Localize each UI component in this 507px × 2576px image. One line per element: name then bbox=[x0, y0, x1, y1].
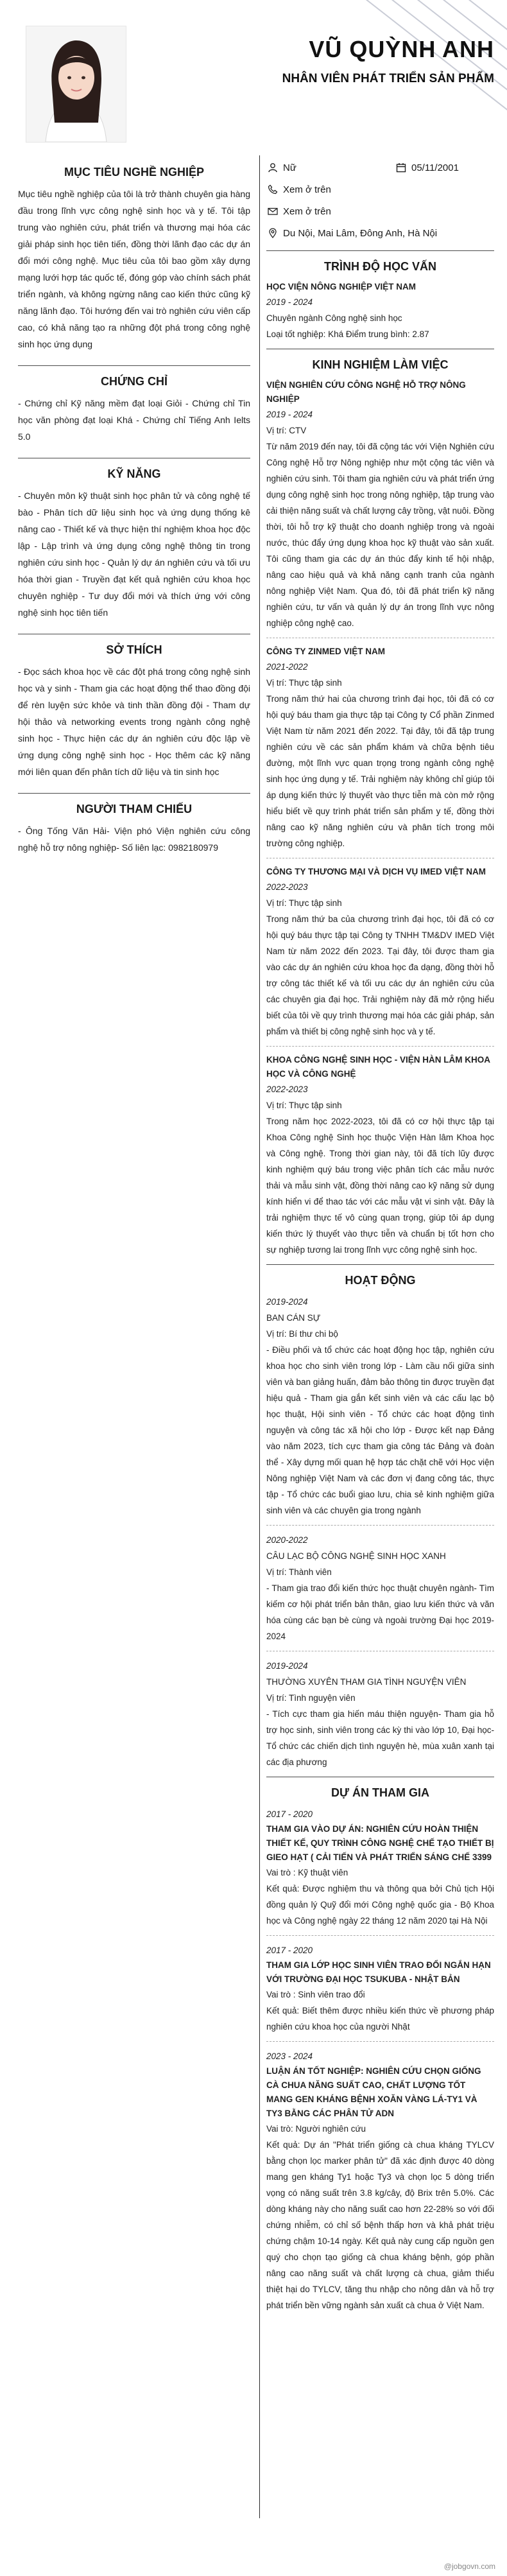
project-name: LUẬN ÁN TỐT NGHIỆP: NGHIÊN CỨU CHỌN GIỐNG CÀ CHUA NĂNG SUẤT CAO, CHẤT LƯỢNG TỐT MANG GEN KHÁNG BỆNH XOĂN VÀNG LÁ-TY1 VÀ TY3 BẰNG CÁC PHÂN TỬ ADN bbox=[266, 2066, 481, 2118]
hobbies-section bbox=[18, 634, 250, 793]
project-role: Vai trò : Kỹ thuật viên bbox=[266, 1868, 348, 1877]
activity-org: CÂU LẠC BỘ CÔNG NGHỆ SINH HỌC XANH bbox=[266, 1551, 446, 1561]
email-value: Xem ở trên bbox=[283, 205, 331, 217]
activity-item bbox=[266, 1294, 494, 1526]
phone-item bbox=[266, 183, 494, 196]
info-row bbox=[266, 157, 494, 178]
experience-time: 2021-2022 bbox=[266, 662, 308, 672]
project-name: THAM GIA LỚP HỌC SINH VIÊN TRAO ĐỔI NGẮN HẠN VỚI TRƯỜNG ĐẠI HỌC TSUKUBA - NHẬT BẢN bbox=[266, 1960, 491, 1984]
section-heading: CHỨNG CHỈ bbox=[101, 375, 168, 388]
experience-role: Vị trí: Thực tập sinh bbox=[266, 678, 342, 688]
references-section bbox=[18, 793, 250, 869]
profile-photo bbox=[26, 26, 126, 143]
section-heading: NGƯỜI THAM CHIẾU bbox=[76, 803, 193, 815]
project-item bbox=[266, 1942, 494, 2042]
activity-time: 2020-2022 bbox=[266, 1535, 308, 1545]
gender-item bbox=[266, 161, 395, 174]
project-result: Kết quả: Biết thêm được nhiều kiến thức về phương pháp nghiên cứu khoa học của người Nhật bbox=[266, 2006, 494, 2032]
experience-item bbox=[266, 645, 494, 858]
education-line: Loại tốt nghiệp: Khá Điểm trung bình: 2.87 bbox=[266, 329, 429, 339]
education-line: Chuyên ngành Công nghệ sinh học bbox=[266, 313, 402, 323]
address-item bbox=[266, 227, 494, 239]
project-result: Kết quả: Dự án "Phát triển giống cà chua kháng TYLCV bằng chọn lọc marker phân tử" đã xác định được 40 dòng mang gen kháng Ty1 hoặc Ty3 và chọn lọc 5 dòng triển vọng có năng suất trên 3.8 kg/cây, độ Brix trên 5.0%. Các dòng kháng này cho năng suất cao hơn 22-28% so với đối chứng nhiễm, có chỉ số bệnh thấp hơn và khả phát triệu chứng chậm 10-14 ngày. Kết quả này cung cấp nguồn gen quý cho chọn tạo giống cà chua kháng bệnh, góp phần nâng cao năng suất và chất lượng cà chua, giảm thiểu thiệt hại do TYLCV, tăng thu nhập cho nông dân và hỗ trợ phát triển bền vững ngành sản xuất cà chua ở Việt Nam. bbox=[266, 2140, 494, 2310]
certificates-text: - Chứng chỉ Kỹ năng mềm đạt loại Giỏi - Chứng chỉ Tin học văn phòng đạt loại Khá - Chứng chỉ Tiếng Anh Ielts 5.0 bbox=[18, 398, 250, 442]
email-icon bbox=[266, 205, 279, 218]
objective-text: Mục tiêu nghề nghiệp của tôi là trở thành chuyên gia hàng đầu trong lĩnh vực công nghệ sinh học và y tế. Tôi tập trung vào nghiên cứu, phát triển và thương mại hóa các giải pháp sinh học tiên tiến, đồng thời lãnh đạo các dự án đổi mới công nghệ. Mục tiêu của tôi bao gồm xây dựng mạng lưới hợp tác quốc tế, đóng góp vào chính sách phát triển ngành, và không ngừng nâng cao kiến thức cũng kỹ năng lãnh đạo. Tôi hướng đến vai trò nghiên cứu viên cấp cao, có khả năng tạo ra những đột phá trong công nghệ sinh học ứng dụng bbox=[18, 189, 250, 349]
references-text: - Ông Tống Văn Hải- Viện phó Viện nghiên cứu công nghệ hỗ trợ nông nghiệp- Số liên lạc: 0982180979 bbox=[18, 826, 250, 853]
hobbies-text: - Đọc sách khoa học về các đột phá trong công nghệ sinh học và y sinh - Tham gia các hoạt động thể thao đồng đội để rèn luyện sức khỏe và tinh thần đồng đội - Tham dự hội thảo và networking events trong ngành công nghệ sinh học - Thực hiện các dự án nghiên cứu độc lập về ứng dụng công nghệ sinh học - Học thêm các kỹ năng mới liên quan đến phân tích dữ liệu và tin sinh học bbox=[18, 666, 250, 777]
company-name: CÔNG TY ZINMED VIỆT NAM bbox=[266, 647, 386, 656]
project-time: 2017 - 2020 bbox=[266, 1945, 313, 1955]
activity-time: 2019-2024 bbox=[266, 1297, 308, 1307]
section-heading: HOẠT ĐỘNG bbox=[266, 1264, 494, 1294]
dob-item bbox=[395, 161, 494, 174]
project-result: Kết quả: Được nghiệm thu và thông qua bởi Chủ tịch Hội đồng quản lý Quỹ đổi mới Công nghệ quốc gia - Bộ Khoa học và Công nghệ ngày 22 tháng 12 năm 2020 tại Hà Nội bbox=[266, 1884, 494, 1926]
project-time: 2023 - 2024 bbox=[266, 2051, 313, 2061]
project-item bbox=[266, 2048, 494, 2320]
activity-desc: - Điều phối và tổ chức các hoạt động học tập, nghiên cứu khoa học cho sinh viên trong lớp - Làm cầu nối giữa sinh viên và ban giảng huấn, đảm bảo thông tin được truyền đạt hiệu quả - Tham gia gắn kết sinh viên và các cấu lạc bộ học thuật, Hội sinh viên - Tổ chức các hoạt động tình nguyện và công tác xã hội cho lớp - Được kết nạp Đảng vào năm 2023, tích cực tham gia công tác Đảng và đoàn thể - Xây dựng mối quan hệ hợp tác chặt chẽ với Học viện Nông nghiệp Việt Nam và các đơn vị đang công tác, thực tập - Tổ chức các buổi giao lưu, chia sẻ kinh nghiệm giữa sinh viên và các chuyên gia trong ngành bbox=[266, 1345, 494, 1515]
experience-item bbox=[266, 378, 494, 638]
education-time: 2019 - 2024 bbox=[266, 297, 313, 307]
phone-value: Xem ở trên bbox=[283, 184, 331, 195]
info-row bbox=[266, 178, 494, 200]
section-heading: KINH NGHIỆM LÀM VIỆC bbox=[266, 349, 494, 378]
school-name: HỌC VIỆN NÔNG NGHIỆP VIỆT NAM bbox=[266, 282, 417, 292]
column-divider bbox=[259, 155, 260, 2518]
calendar-icon bbox=[395, 161, 408, 174]
email-item bbox=[266, 205, 494, 218]
section-heading: TRÌNH ĐỘ HỌC VẤN bbox=[266, 250, 494, 280]
education-item bbox=[266, 280, 494, 349]
experience-desc: Trong năm thứ ba của chương trình đại học, tôi đã có cơ hội quý báu thực tập tại Công ty TNHH TM&DV IMED Việt Nam từ năm 2022 đến 2023. Tại đây, tôi được tham gia vào các dự án nghiên cứu khoa học đa dạng, đồng thời hỗ trợ công tác thiết kế và tối ưu các dự án nghiên cứu của các chuyên gia đại học. Trải nghiệm này đã mở rộng hiểu biết của tôi về quy trình thương mại hóa các giải pháp, sản phẩm và thiết bị công nghệ sinh học và y tế. bbox=[266, 914, 494, 1036]
section-heading: KỸ NĂNG bbox=[107, 467, 161, 480]
phone-icon bbox=[266, 183, 279, 196]
candidate-name: VŨ QUỲNH ANH bbox=[309, 36, 494, 62]
activity-org: THƯỜNG XUYÊN THAM GIA TÌNH NGUYỆN VIÊN bbox=[266, 1677, 467, 1687]
experience-role: Vị trí: CTV bbox=[266, 426, 307, 435]
company-name: KHOA CÔNG NGHỆ SINH HỌC - VIỆN HÀN LÂM KHOA HỌC VÀ CÔNG NGHỆ bbox=[266, 1055, 490, 1079]
section-heading: SỞ THÍCH bbox=[106, 643, 162, 656]
project-time: 2017 - 2020 bbox=[266, 1809, 313, 1819]
job-title: NHÂN VIÊN PHÁT TRIỂN SẢN PHẨM bbox=[282, 72, 494, 85]
watermark: @jobgovn.com bbox=[443, 2562, 495, 2571]
user-icon bbox=[266, 161, 279, 174]
activity-desc: - Tham gia trao đổi kiến thức học thuật chuyên ngành- Tìm kiếm cơ hội phát triển bản thân, giao lưu kiến thức và văn hóa cùng các bạn bè cùng và ngoài trường Đại học 2019-2024 bbox=[266, 1583, 494, 1641]
info-row bbox=[266, 222, 494, 244]
experience-desc: Trong năm học 2022-2023, tôi đã có cơ hội thực tập tại Khoa Công nghệ Sinh học thuộc Viện Hàn lâm Khoa học và Công nghệ. Trong thời gian này, tôi đã tích lũy được kinh nghiệm quý báu trong việc phân tích các mẫu nước thải và mẫu sinh vật, đồng thời nâng cao kỹ năng sử dụng kính hiển vi để thao tác với các mẫu vật vi sinh vật. Đây là trải nghiệm thực tế vô cùng quan trọng, giúp tôi áp dụng kiến thức lý thuyết vào thực tiễn và chuẩn bị tốt hơn cho sự nghiệp tương lai trong lĩnh vực công nghệ sinh học. bbox=[266, 1117, 494, 1255]
dob-value: 05/11/2001 bbox=[411, 162, 459, 173]
section-heading: MỤC TIÊU NGHỀ NGHIỆP bbox=[64, 166, 204, 178]
skills-text: - Chuyên môn kỹ thuật sinh học phân tử và công nghệ tế bào - Phân tích dữ liệu sinh học và ứng dụng thống kê nâng cao - Thiết kế và thực hiện thí nghiệm khoa học độc lập - Lập trình và ứng dụng công nghệ thông tin trong nghiên cứu sinh học - Quản lý dự án nghiên cứu và tối ưu hóa thời gian - Truyền đạt kết quả nghiên cứu khoa học chuyên nghiệp - Tư duy đổi mới và thích ứng với công nghệ sinh học tiên tiến bbox=[18, 491, 250, 618]
experience-time: 2019 - 2024 bbox=[266, 410, 313, 419]
experience-role: Vị trí: Thực tập sinh bbox=[266, 1101, 342, 1110]
skills-section bbox=[18, 458, 250, 634]
gender-value: Nữ bbox=[283, 162, 296, 173]
section-heading: DỰ ÁN THAM GIA bbox=[266, 1777, 494, 1806]
company-name: VIỆN NGHIÊN CỨU CÔNG NGHỆ HỖ TRỢ NÔNG NGHIỆP bbox=[266, 380, 466, 404]
company-name: CÔNG TY THƯƠNG MẠI VÀ DỊCH VỤ IMED VIỆT NAM bbox=[266, 867, 486, 876]
activity-role: Vị trí: Tình nguyện viên bbox=[266, 1693, 356, 1703]
personal-info bbox=[266, 157, 494, 250]
certificates-section bbox=[18, 365, 250, 458]
project-role: Vai trò : Sinh viên trao đổi bbox=[266, 1990, 365, 1999]
experience-role: Vị trí: Thực tập sinh bbox=[266, 898, 342, 908]
experience-time: 2022-2023 bbox=[266, 882, 308, 892]
project-role: Vai trò: Người nghiên cứu bbox=[266, 2124, 366, 2134]
activity-org: BAN CÁN SỰ bbox=[266, 1313, 321, 1323]
project-name: THAM GIA VÀO DỰ ÁN: NGHIÊN CỨU HOÀN THIỆN THIẾT KẾ, QUY TRÌNH CÔNG NGHỆ CHẾ TẠO THIẾT BỊ GIEO HẠT ( CẢI TIẾN VÀ PHÁT TRIỂN SÁNG CHẾ 3399 bbox=[266, 1824, 494, 1862]
experience-desc: Trong năm thứ hai của chương trình đại học, tôi đã có cơ hội quý báu tham gia thực tập tại Công ty Cổ phần Zinmed Việt Nam từ năm 2021 đến 2022. Tại đây, tôi đã tập trung nghiên cứu về các sản phẩm khám và chữa bệnh tiêu đường, một lĩnh vực quan trọng trong ngành công nghệ sinh học ứng dụng y tế. Trải nghiệm này không chỉ giúp tôi áp dụng kiến thức lý thuyết vào thực tiễn mà còn mở rộng hiểu biết về quy trình phát triển sản phẩm y tế, đồng thời nâng cao kỹ năng nghiên cứu và phân tích trong môi trường công nghiệp. bbox=[266, 694, 494, 848]
experience-time: 2022-2023 bbox=[266, 1084, 308, 1094]
left-column bbox=[18, 157, 250, 869]
activity-role: Vị trí: Bí thư chi bộ bbox=[266, 1329, 338, 1339]
address-value: Du Nội, Mai Lâm, Đông Anh, Hà Nội bbox=[283, 227, 438, 239]
activity-item bbox=[266, 1658, 494, 1777]
experience-item bbox=[266, 865, 494, 1047]
portrait-illustration bbox=[26, 26, 126, 142]
activity-role: Vị trí: Thành viên bbox=[266, 1567, 332, 1577]
activity-desc: - Tích cực tham gia hiến máu thiện nguyện- Tham gia hỗ trợ học sinh, sinh viên trong các kỳ thi vào lớp 10, Đại học- Tổ chức các chiến dịch tình nguyện hè, mùa xuân xanh tại các địa phương bbox=[266, 1709, 494, 1767]
objective-section bbox=[18, 157, 250, 365]
project-item bbox=[266, 1806, 494, 1936]
experience-desc: Từ năm 2019 đến nay, tôi đã cộng tác với Viện Nghiên cứu Công nghệ Hỗ trợ Nông nghiệp như một cộng tác viên và nghiên cứu sinh. Tôi tham gia nghiên cứu và phát triển ứng dụng công nghệ sinh học trong nông nghiệp, tập trung vào cải thiện năng suất và chất lượng cây trồng, vật nuôi. Đồng thời, tôi hỗ trợ kỹ thuật cho doanh nghiệp trong và ngoài nước, thúc đẩy ứng dụng khoa học kỹ thuật vào sản xuất. Tôi cũng tham gia các dự án thúc đẩy kinh tế hội nhập, nâng cao hiệu quả và khả năng cạnh tranh của ngành nông nghiệp Việt Nam. Qua đó, tôi đã phát triển kỹ năng nghiên cứu, tư vấn và quản lý dự án trong lĩnh vực nông nghiệp công nghệ cao. bbox=[266, 442, 494, 628]
activity-item bbox=[266, 1532, 494, 1651]
location-pin-icon bbox=[266, 227, 279, 239]
activity-time: 2019-2024 bbox=[266, 1661, 308, 1671]
experience-item bbox=[266, 1053, 494, 1264]
info-row bbox=[266, 200, 494, 222]
right-column bbox=[266, 157, 494, 2320]
